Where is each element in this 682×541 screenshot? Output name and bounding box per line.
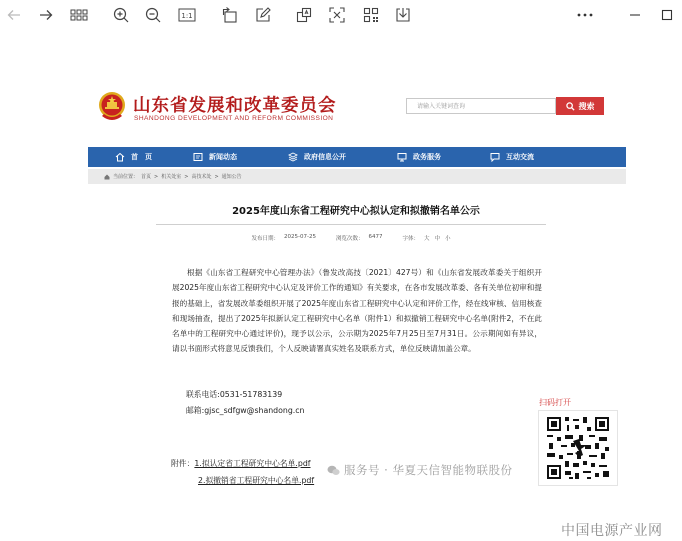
attachment-link-2[interactable]: 2.拟撤销省工程研究中心名单.pdf bbox=[198, 476, 315, 485]
contact-phone: 联系电话:0531-51783139 bbox=[186, 390, 283, 399]
font-size-medium[interactable]: 中 bbox=[434, 236, 441, 242]
article-body: 根据《山东省工程研究中心管理办法》（鲁发改高技〔2021〕427号）和《山东省发展改革委关于组织开展2025年度山东省工程研究中心认定及评价工作的通知》有关要求，在各市发展改革委、各有关单位初审和提报的基础上，省发展改革委组织开展了2025年度山东省工程研究中心认定和评价工作，经在线审核、信用核查和现场抽查，提出了2025年拟新认定工程研究中心名单（附件1）和拟撤销工程研究中心名单(附件2，不在此名单中的工程研究中心通过评价)，现予以公示，公示期为2025年7月25日至7月31日。公示期间如有异议，请以书面形式将意见反馈我们，个人反映请署真实姓名及联系方式，单位反映请加盖公章。 bbox=[172, 268, 542, 354]
chat-icon bbox=[489, 152, 500, 163]
qr-code[interactable] bbox=[538, 410, 618, 486]
contact-email: 邮箱:gjsc_sdfgw@shandong.cn bbox=[186, 406, 305, 415]
viewer-toolbar bbox=[0, 0, 682, 30]
monitor-icon bbox=[396, 152, 407, 163]
nav-item-label: 互动交流 bbox=[506, 153, 534, 161]
qr-code-icon bbox=[545, 415, 611, 481]
svg-text:1:1: 1:1 bbox=[181, 12, 193, 20]
font-size-label: 字体： bbox=[402, 236, 419, 242]
wechat-icon bbox=[327, 465, 340, 476]
view-count bbox=[336, 234, 383, 242]
view-count-value: 6477 bbox=[368, 234, 383, 240]
attachments-label: 附件： bbox=[171, 459, 195, 468]
font-size-large[interactable]: 大 bbox=[423, 236, 430, 242]
nav-item-news[interactable] bbox=[192, 147, 237, 167]
minimize-icon[interactable] bbox=[624, 4, 646, 26]
grid-icon[interactable] bbox=[68, 4, 90, 26]
layers-icon bbox=[287, 152, 298, 163]
site-subtitle: SHANDONG DEVELOPMENT AND REFORM COMMISSION bbox=[134, 115, 334, 122]
publish-date-value: 2025-07-25 bbox=[283, 234, 316, 240]
font-size-switcher bbox=[402, 234, 450, 242]
actual-size-icon[interactable] bbox=[176, 4, 198, 26]
breadcrumb-prefix: 当前位置： bbox=[113, 174, 139, 180]
search-button-label: 搜索 bbox=[578, 101, 595, 111]
attachment-link-1[interactable]: 1.拟认定省工程研究中心名单.pdf bbox=[194, 459, 311, 468]
edit-icon[interactable] bbox=[252, 4, 274, 26]
nav-item-services[interactable] bbox=[396, 147, 441, 167]
national-emblem-icon bbox=[96, 90, 128, 124]
news-icon bbox=[192, 152, 203, 163]
nav-item-label: 政务服务 bbox=[413, 153, 441, 161]
breadcrumb-separator: > bbox=[184, 173, 189, 180]
article-title: 2025年度山东省工程研究中心拟认定和拟撤销名单公示 bbox=[232, 206, 480, 217]
crop-icon[interactable] bbox=[326, 4, 348, 26]
nav-item-gov-info[interactable] bbox=[287, 147, 346, 167]
search-input[interactable] bbox=[406, 98, 556, 114]
home-icon bbox=[114, 152, 125, 163]
account-watermark bbox=[327, 462, 512, 478]
search-icon bbox=[566, 102, 575, 111]
breadcrumb-item-notices[interactable]: 通知公告 bbox=[221, 174, 242, 180]
nav-item-home[interactable] bbox=[114, 147, 152, 167]
nav-item-interaction[interactable] bbox=[489, 147, 534, 167]
nav-item-label: 首 页 bbox=[131, 153, 152, 161]
watermark-text: 服务号 · 华夏天信智能物联股份 bbox=[344, 463, 513, 477]
attachment-line-1 bbox=[171, 458, 311, 469]
zoom-out-icon[interactable] bbox=[142, 4, 164, 26]
breadcrumb-item-home[interactable]: 首页 bbox=[141, 174, 152, 180]
main-navbar bbox=[88, 147, 626, 167]
breadcrumb-item-offices[interactable]: 机关处室 bbox=[161, 174, 182, 180]
attachment-line-2 bbox=[198, 475, 314, 486]
view-count-label: 浏览次数： bbox=[335, 236, 364, 242]
more-icon[interactable] bbox=[574, 4, 596, 26]
rotate-icon[interactable] bbox=[219, 4, 241, 26]
nav-item-label: 新闻动态 bbox=[209, 153, 237, 161]
site-title: 山东省发展和改革委员会 bbox=[133, 96, 337, 116]
back-arrow-icon[interactable] bbox=[3, 4, 25, 26]
qr-scan-icon[interactable] bbox=[360, 4, 382, 26]
save-icon[interactable] bbox=[392, 4, 414, 26]
nav-item-label: 政府信息公开 bbox=[304, 153, 346, 161]
font-size-small[interactable]: 小 bbox=[445, 236, 451, 242]
translate-icon[interactable] bbox=[293, 4, 315, 26]
article-meta bbox=[156, 224, 546, 242]
location-icon bbox=[104, 174, 110, 180]
qr-label: 扫码打开 bbox=[539, 398, 571, 407]
corner-watermark: 中国电源产业网 bbox=[561, 523, 663, 539]
breadcrumb-separator: > bbox=[214, 173, 219, 180]
search-button[interactable] bbox=[556, 97, 604, 115]
zoom-in-icon[interactable] bbox=[110, 4, 132, 26]
maximize-icon[interactable] bbox=[656, 4, 678, 26]
site-header bbox=[86, 78, 626, 146]
publish-date-label: 发布日期： bbox=[251, 236, 279, 242]
breadcrumb-separator: > bbox=[154, 173, 159, 180]
breadcrumb-item-hightech[interactable]: 高技术处 bbox=[191, 174, 212, 180]
publish-date bbox=[251, 234, 315, 242]
forward-arrow-icon[interactable] bbox=[35, 4, 57, 26]
breadcrumb bbox=[88, 169, 626, 184]
